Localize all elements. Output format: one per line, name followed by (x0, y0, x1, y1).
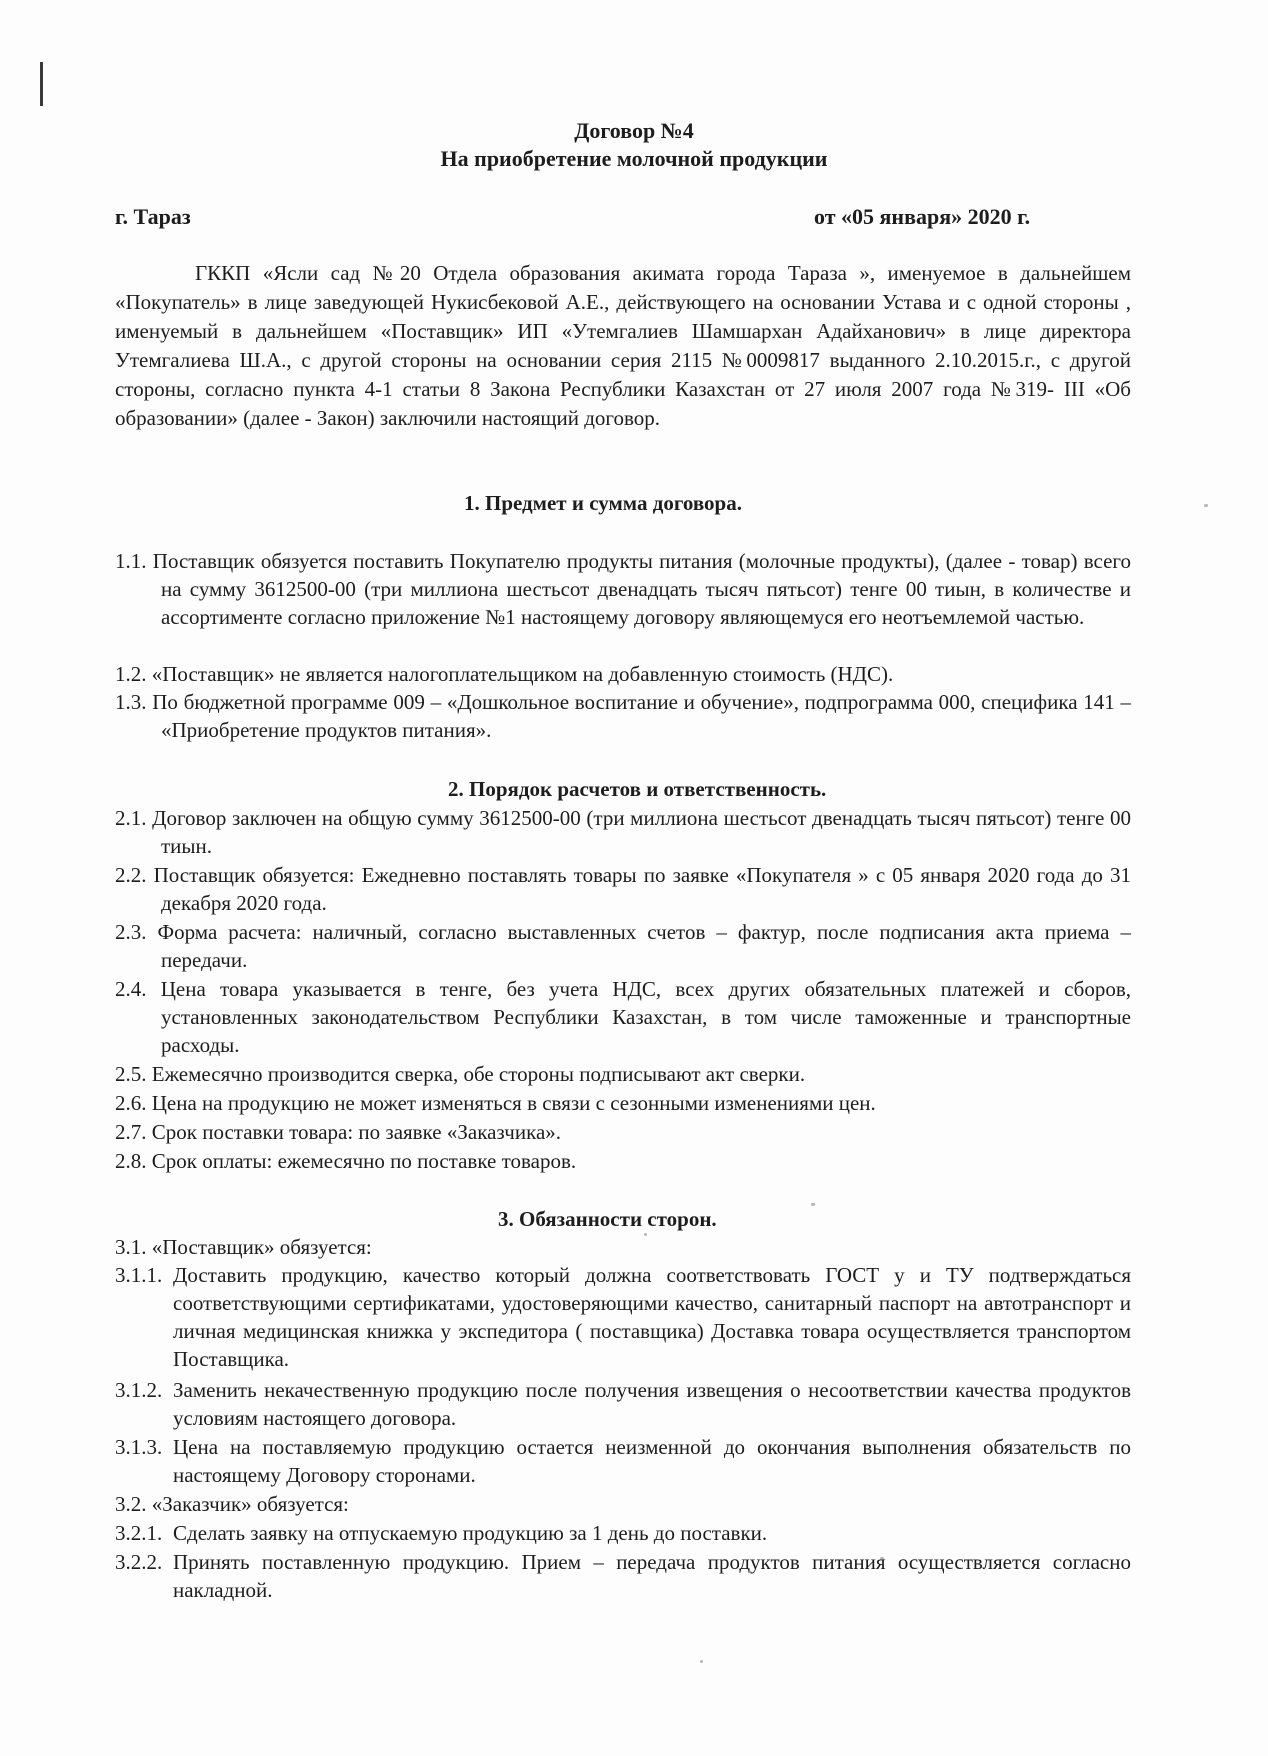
clause (115, 1433, 1131, 1489)
clause (115, 688, 1131, 744)
clause-text (115, 1490, 1131, 1518)
clause-body: Договор заключен на общую сумму 3612500-00 (три миллиона шестьсот двенадцать тысяч пятьсот) тенге 00 тиын. (152, 806, 1131, 858)
clause (115, 1261, 1131, 1373)
clause-text (115, 918, 1131, 974)
clause (115, 1060, 1131, 1088)
clause-number: 3.1. (115, 1235, 147, 1259)
margin-pen-mark (40, 62, 43, 106)
clause-body: Ежемесячно производится сверка, обе стороны подписывают акт сверки. (151, 1062, 806, 1086)
clause (115, 1490, 1131, 1518)
clause-number: 1.2. (115, 662, 147, 686)
clause-body: Сделать заявку на отпускаемую продукцию за 1 день до поставки. (173, 1521, 768, 1545)
clause-number: 2.3. (115, 920, 147, 944)
clause-body: Цена на продукцию не может изменяться в связи с сезонными изменениями цен. (151, 1091, 876, 1115)
clause (115, 1376, 1131, 1432)
section-heading: 2. Порядок расчетов и ответственность. (448, 777, 827, 801)
clause-number: 2.7. (115, 1120, 147, 1144)
clause-number: 2.2. (115, 863, 147, 887)
clause-text (115, 975, 1131, 1059)
clause-number: 3.1.2. (115, 1378, 163, 1402)
clause-number: 2.1. (115, 806, 147, 830)
scan-speck (811, 1203, 815, 1206)
clause-body: Поставщик обязуется поставить Покупателю продукты питания (молочные продукты), (далее - товар) всего на сумму 3612500-00 (три миллиона шестьсот двенадцать тысяч пятьсот) тенге 00 тиын, в количестве и ассортименте согласно приложение №1 настоящему договору являющемуся его неотъемлемой частью. (152, 549, 1131, 629)
clause (115, 1118, 1131, 1146)
clause-text (115, 1118, 1131, 1146)
clause-number: 2.6. (115, 1091, 147, 1115)
clause-body: Заменить некачественную продукцию после получения извещения о несоответствии качества продуктов условиям настоящего договора. (173, 1378, 1131, 1430)
clause-text (115, 861, 1131, 917)
clause (115, 660, 1131, 688)
clause-number: 2.8. (115, 1149, 147, 1173)
clause (115, 804, 1131, 860)
clause (115, 1548, 1131, 1604)
clause-number: 1.1. (115, 549, 147, 573)
clause-body: Срок поставки товара: по заявке «Заказчика». (151, 1120, 562, 1144)
clause-number: 3.2.1. (115, 1521, 163, 1545)
clause-body: «Заказчик» обязуется: (151, 1492, 349, 1516)
clause-body: Форма расчета: наличный, согласно выставленных счетов – фактур, после подписания акта приема – передачи. (157, 920, 1131, 972)
clause-body: Цена на поставляемую продукцию остается неизменной до окончания выполнения обязательств по настоящему Договору сторонами. (173, 1435, 1131, 1487)
scan-speck (700, 1660, 703, 1663)
document-title: Договор №4 (574, 118, 694, 143)
clause-body: Срок оплаты: ежемесячно по поставке товаров. (151, 1149, 577, 1173)
clause-text (115, 1089, 1131, 1117)
clause-text (115, 1147, 1131, 1175)
clause-number: 3.1.1. (115, 1263, 163, 1287)
clause-number: 2.4. (115, 977, 147, 1001)
clause-body: По бюджетной программе 009 – «Дошкольное воспитание и обучение», подпрограмма 000, специфика 141 – «Приобретение продуктов питания». (152, 690, 1131, 742)
scan-speck (1204, 504, 1208, 507)
clause-number: 1.3. (115, 690, 147, 714)
clause-text (115, 804, 1131, 860)
clause (115, 1147, 1131, 1175)
clause (115, 1089, 1131, 1117)
section-heading: 1. Предмет и сумма договора. (464, 491, 742, 515)
clause (115, 918, 1131, 974)
clause-text (115, 660, 1131, 688)
clause-text (115, 547, 1131, 631)
document-subtitle: На приобретение молочной продукции (440, 146, 828, 171)
preamble-paragraph: ГККП «Ясли сад №20 Отдела образования акимата города Тараза », именуемое в дальнейшем «Покупатель» в лице заведующей Нукисбековой А.Е., действующего на основании Устава и с одной стороны , именуемый в дальнейшем «Поставщик» ИП «Утемгалиев Шамшархан Адайханович» в лице директора Утемгалиева Ш.А., с другой стороны на основании серия 2115 №0009817 выданного 2.10.2015.г., с другой стороны, согласно пункта 4-1 статьи 8 Закона Республики Казахстан от 27 июля 2007 года №319- III «Об образовании» (далее - Закон) заключили настоящий договор. (115, 261, 1131, 430)
clause-number: 2.5. (115, 1062, 147, 1086)
clause-number: 3.2.2. (115, 1550, 163, 1574)
clause-body: Цена товара указывается в тенге, без учета НДС, всех других обязательных платежей и сборов, установленных законодательством Республики Казахстан, в том числе таможенные и транспортные расходы. (160, 977, 1131, 1057)
clause (115, 975, 1131, 1059)
clause-body: «Поставщик» обязуется: (151, 1235, 372, 1259)
clause-body: Доставить продукцию, качество который должна соответствовать ГОСТ у и ТУ подтверждаться соответствующими сертификатами, удостоверяющими качество, санитарный паспорт на автотранспорт и личная медицинская книжка у экспедитора ( поставщика) Доставка товара осуществляется транспортом Поставщика. (173, 1263, 1131, 1371)
clause-body: Принять поставленную продукцию. Прием – передача продуктов питания осуществляется согласно накладной. (173, 1550, 1131, 1602)
clause-text (115, 688, 1131, 744)
clause-number: 3.2. (115, 1492, 147, 1516)
clause-body: «Поставщик» не является налогоплательщиком на добавленную стоимость (НДС). (151, 662, 894, 686)
contract-date: от «05 января» 2020 г. (814, 204, 1031, 229)
clause-number: 3.1.3. (115, 1435, 163, 1459)
clause (115, 861, 1131, 917)
clause (115, 1519, 1131, 1547)
contract-city: г. Тараз (115, 204, 191, 229)
clause-body: Поставщик обязуется: Ежедневно поставлять товары по заявке «Покупателя » с 05 января 2020 года до 31 декабря 2020 года. (153, 863, 1131, 915)
section-heading: 3. Обязанности сторон. (498, 1207, 717, 1231)
clause (115, 1233, 1131, 1261)
clause-text (115, 1060, 1131, 1088)
clause-text (115, 1233, 1131, 1261)
clause (115, 547, 1131, 631)
